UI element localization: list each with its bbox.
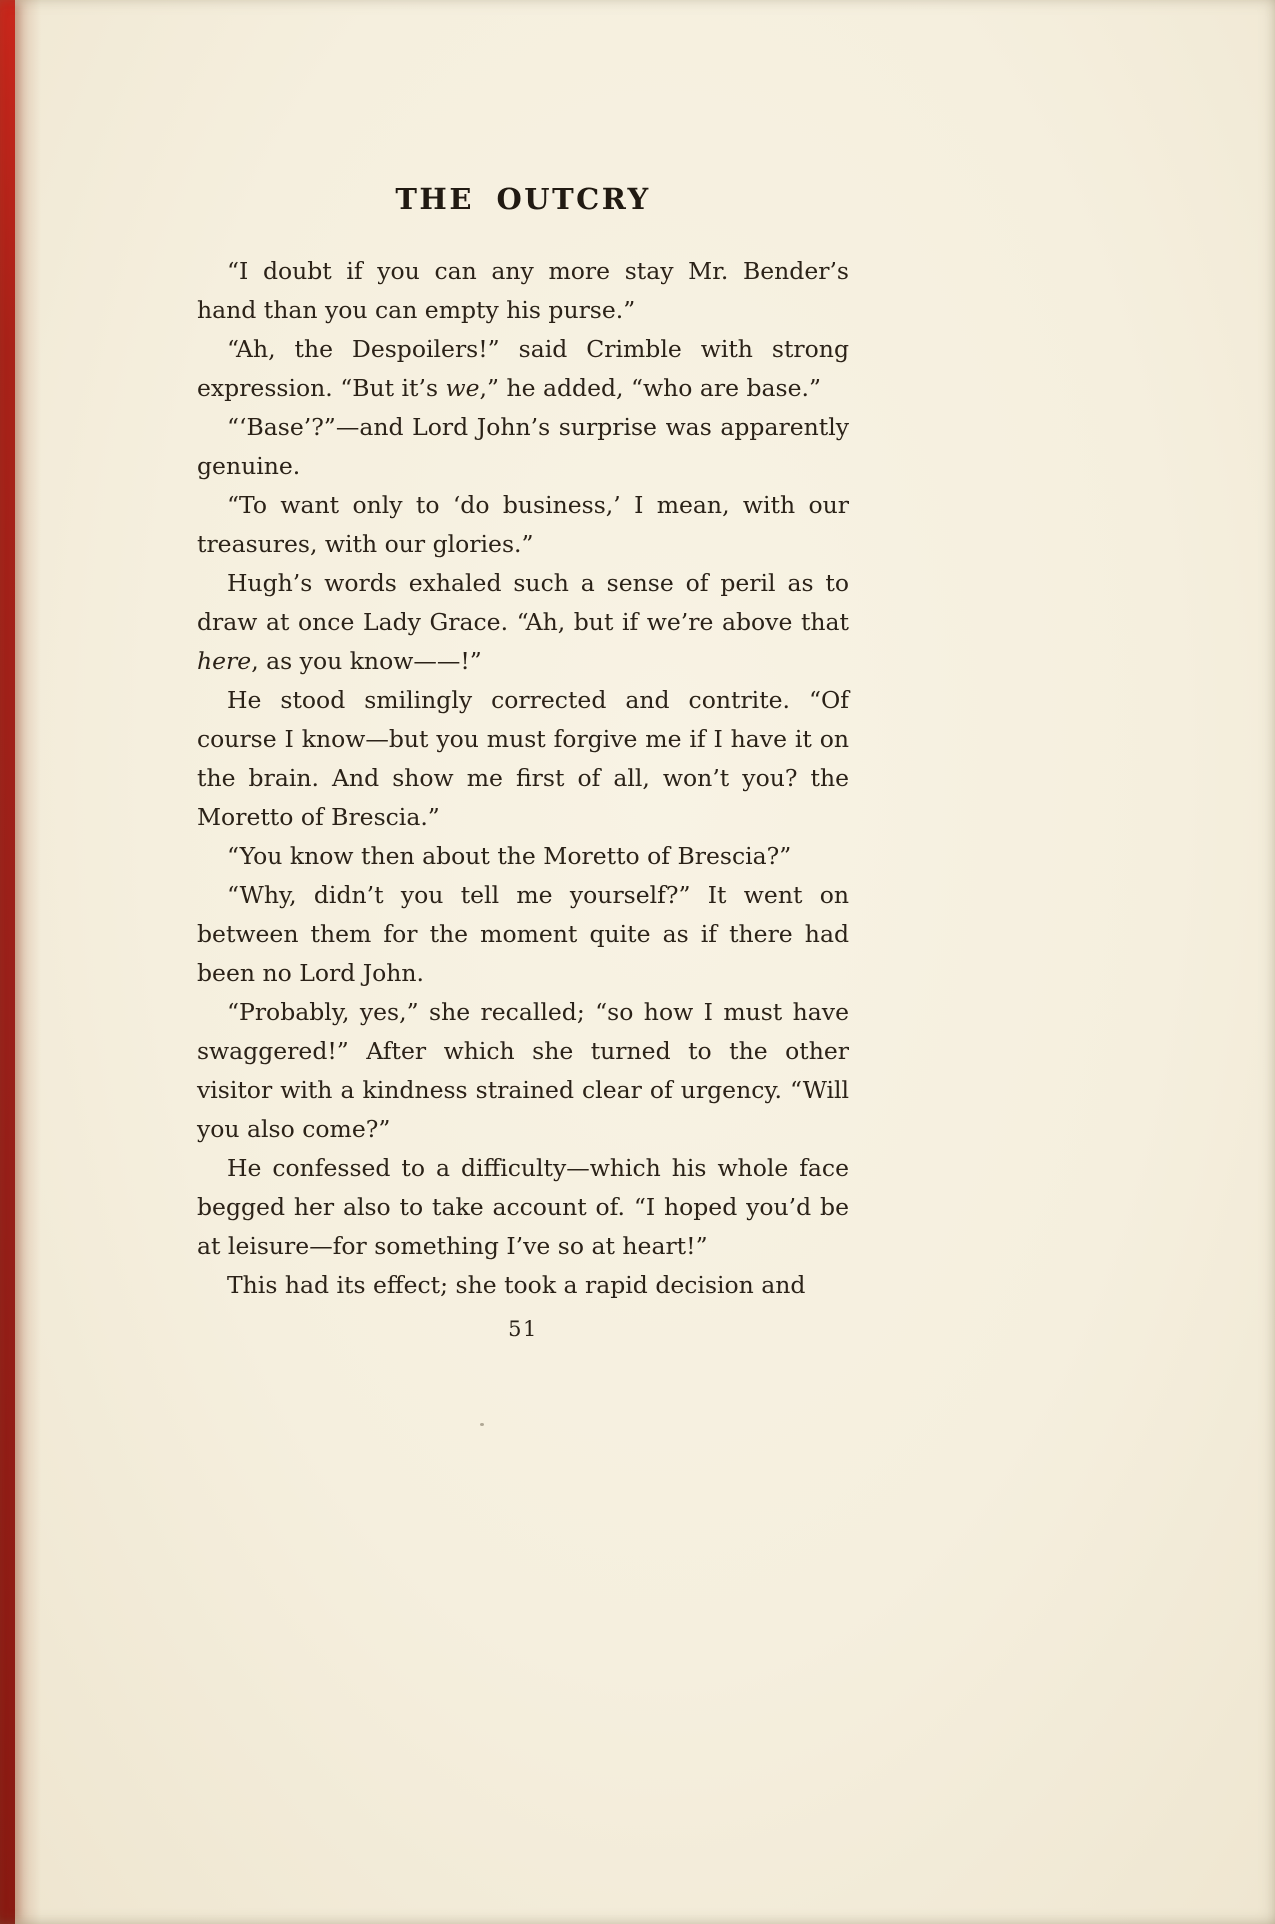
paragraph-run: He confessed to a difficulty—which his whole face begged her also to take account of. “I hoped you’d be at leisure—for something I’ve so at heart!” [197, 1154, 849, 1260]
paragraph-run: He stood smilingly corrected and contrite. “Of course I know—but you must forgive me if I have it on the brain. And show me first of all, won’t you? the Moretto of Brescia.” [197, 686, 849, 831]
paragraph-run: “Ah, the Despoilers!” said Crimble with strong expression. “But it’s [197, 335, 849, 402]
scan-speck [480, 1423, 484, 1426]
page-content [197, 182, 849, 1341]
paragraph [197, 408, 849, 486]
paragraph [197, 1266, 849, 1305]
paragraph-run: “To want only to ‘do business,’ I mean, with our treasures, with our glories.” [197, 491, 849, 558]
spine-shadow [15, 0, 41, 1924]
paragraph [197, 993, 849, 1149]
paragraph [197, 330, 849, 408]
paragraph [197, 564, 849, 681]
paragraph-run: Hugh’s words exhaled such a sense of peril as to draw at once Lady Grace. “Ah, but if we’re above that [197, 569, 849, 636]
body-text [197, 252, 849, 1305]
paragraph [197, 486, 849, 564]
paragraph [197, 876, 849, 993]
paragraph-run: “Probably, yes,” she recalled; “so how I must have swaggered!” After which she turned to the other visitor with a kindness strained clear of urgency. “Will you also come?” [197, 998, 849, 1143]
paragraph-run: “Why, didn’t you tell me yourself?” It went on between them for the moment quite as if there had been no Lord John. [197, 881, 849, 987]
page-number: 51 [508, 1317, 538, 1341]
paragraph-run: “You know then about the Moretto of Brescia?” [227, 842, 792, 870]
paragraph-run: “I doubt if you can any more stay Mr. Bender’s hand than you can empty his purse.” [197, 257, 849, 324]
running-header: THE OUTCRY [395, 182, 651, 216]
paragraph-run: , as you know——!” [251, 647, 482, 675]
paragraph [197, 1149, 849, 1266]
paragraph [197, 252, 849, 330]
paragraph [197, 837, 849, 876]
book-spine-edge [0, 0, 15, 1924]
paragraph-run-italic: we [445, 374, 480, 402]
paragraph-run-italic: here [197, 647, 252, 675]
paragraph-run: This had its effect; she took a rapid decision and [227, 1271, 806, 1299]
paragraph-run: ,” he added, “who are base.” [479, 374, 821, 402]
paragraph [197, 681, 849, 837]
paragraph-run: “‘Base’?”—and Lord John’s surprise was apparently genuine. [197, 413, 849, 480]
